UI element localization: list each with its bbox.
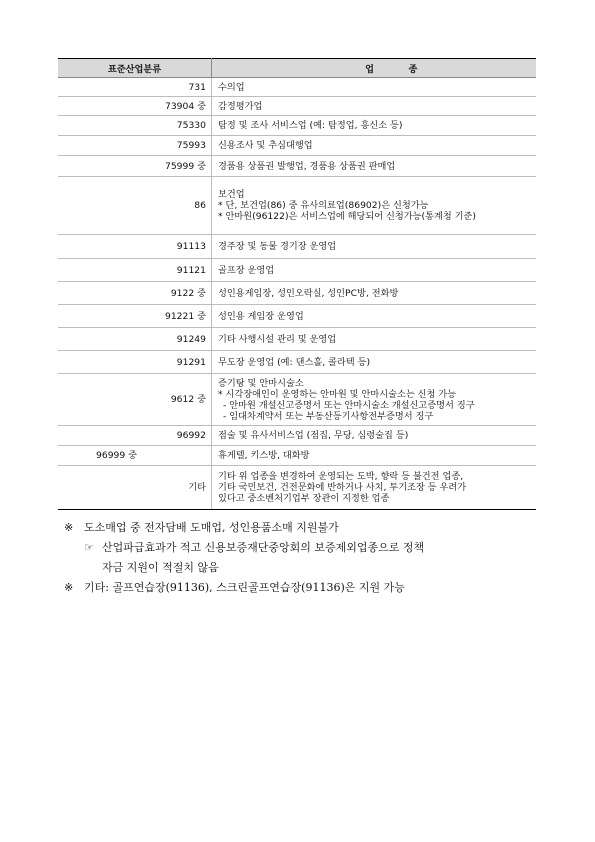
- row-code: 기타: [58, 466, 212, 510]
- row-industry-line: 기타 위 업종을 변경하여 운영되는 도박, 향락 등 불건전 업종,: [218, 471, 464, 482]
- table-row: [58, 466, 536, 510]
- row-code: 96999 중: [58, 446, 212, 466]
- row-code: 91249: [58, 328, 212, 351]
- row-industry: [212, 351, 537, 374]
- row-code: 9122 중: [58, 282, 212, 305]
- note-item: [64, 518, 544, 538]
- reference-mark-icon: ※: [64, 581, 74, 594]
- table-row: [58, 116, 536, 136]
- column-header-code: 표준산업분류: [58, 59, 212, 78]
- row-industry-line: - 안마원 개설신고증명서 또는 안마시술소 개설신고증명서 징구: [223, 399, 475, 411]
- table-row: [58, 426, 536, 446]
- row-industry-line: 골프장 운영업: [218, 264, 275, 276]
- note-item: [64, 578, 544, 598]
- table-header-row: [58, 59, 536, 78]
- row-industry: [212, 446, 537, 466]
- row-industry-line: 감정평가업: [218, 100, 263, 112]
- row-industry: [212, 177, 537, 235]
- row-code: 91113: [58, 235, 212, 259]
- column-header-industry-part2: 종: [408, 64, 418, 75]
- table-row: [58, 78, 536, 97]
- row-industry-line: 경주장 및 동물 경기장 운영업: [218, 241, 337, 252]
- row-code: 91121: [58, 259, 212, 282]
- table-row: [58, 351, 536, 374]
- table-row: [58, 305, 536, 328]
- table-row: [58, 374, 536, 426]
- row-industry: [212, 78, 537, 97]
- table-row: [58, 282, 536, 305]
- column-header-industry: [212, 59, 537, 78]
- row-industry-line: 휴게텔, 키스방, 대화방: [218, 450, 310, 461]
- row-industry-line: * 시각장애인이 운영하는 안마원 및 안마시술소는 신청 가능: [218, 388, 457, 400]
- note-text: 자금 지원이 적절치 않음: [102, 561, 219, 574]
- row-code: 75999 중: [58, 156, 212, 177]
- row-industry: [212, 426, 537, 446]
- table-row: [58, 177, 536, 235]
- table-row: [58, 328, 536, 351]
- table-row: [58, 259, 536, 282]
- note-item: [64, 538, 544, 558]
- row-industry-line: * 안마원(96122)은 서비스업에 해당되어 신청가능(통계청 기준): [218, 211, 477, 222]
- row-industry-line: 점술 및 유사서비스업 (점집, 무당, 심령술집 등): [218, 430, 409, 441]
- pointing-hand-icon: ☞: [84, 541, 94, 554]
- note-text: 산업파급효과가 적고 신용보증재단중앙회의 보증제외업종으로 정책: [102, 541, 425, 554]
- row-industry-line: 성인용 게임장 운영업: [218, 310, 304, 322]
- table-row: [58, 97, 536, 116]
- row-code: 96992: [58, 426, 212, 446]
- row-industry: [212, 136, 537, 156]
- row-industry: [212, 235, 537, 259]
- excluded-industries-table: [58, 58, 536, 510]
- row-industry-line: 기타 사행시설 관리 및 운영업: [218, 333, 337, 345]
- notes-section: [64, 518, 544, 598]
- row-code: 9612 중: [58, 374, 212, 426]
- row-industry: [212, 328, 537, 351]
- reference-mark-icon: ※: [64, 521, 74, 534]
- row-code: 91291: [58, 351, 212, 374]
- row-code: 731: [58, 78, 212, 97]
- row-industry-line: 있다고 중소벤처기업부 장관이 지정한 업종: [218, 493, 390, 504]
- row-industry: [212, 305, 537, 328]
- note-indent-spacer: [84, 558, 102, 578]
- row-industry-line: * 단, 보건업(86) 중 유사의료업(86902)은 신청가능: [218, 200, 429, 211]
- row-industry: [212, 156, 537, 177]
- row-industry: [212, 97, 537, 116]
- note-text: 도소매업 중 전자담배 도매업, 성인용품소매 지원불가: [84, 521, 339, 534]
- row-industry: [212, 259, 537, 282]
- row-code: 73904 중: [58, 97, 212, 116]
- row-industry: [212, 374, 537, 426]
- row-industry-line: 수의업: [218, 81, 245, 93]
- row-industry: [212, 282, 537, 305]
- note-item-continuation: [64, 558, 544, 578]
- row-code: 75330: [58, 116, 212, 136]
- row-industry: [212, 466, 537, 510]
- note-text: 기타: 골프연습장(91136), 스크린골프연습장(91136)은 지원 가능: [84, 581, 405, 594]
- row-industry-line: 경품용 상품권 발행업, 경품용 상품권 판매업: [218, 160, 396, 172]
- row-industry-line: 기타 국민보건, 건전문화에 반하거나 사치, 투기조장 등 우려가: [218, 482, 467, 493]
- table-row: [58, 446, 536, 466]
- column-header-industry-part1: 업: [365, 64, 374, 75]
- row-industry-line: 보건업: [218, 189, 245, 200]
- table-row: [58, 136, 536, 156]
- row-industry: [212, 116, 537, 136]
- table-row: [58, 235, 536, 259]
- row-industry-line: 무도장 운영업 (예: 댄스홀, 콜라텍 등): [218, 356, 371, 368]
- row-code: 75993: [58, 136, 212, 156]
- row-code: 91221 중: [58, 305, 212, 328]
- row-code: 86: [58, 177, 212, 235]
- row-industry-line: - 임대차계약서 또는 부동산등기사항전부증명서 징구: [223, 410, 434, 422]
- row-industry-line: 성인용게임장, 성인오락실, 성인PC방, 전화방: [218, 287, 399, 299]
- row-industry-line: 신용조사 및 추심대행업: [218, 140, 313, 151]
- row-industry-line: 증기탕 및 안마시술소: [218, 377, 304, 389]
- table-row: [58, 156, 536, 177]
- row-industry-line: 탐정 및 조사 서비스업 (예: 탐정업, 흥신소 등): [218, 120, 403, 131]
